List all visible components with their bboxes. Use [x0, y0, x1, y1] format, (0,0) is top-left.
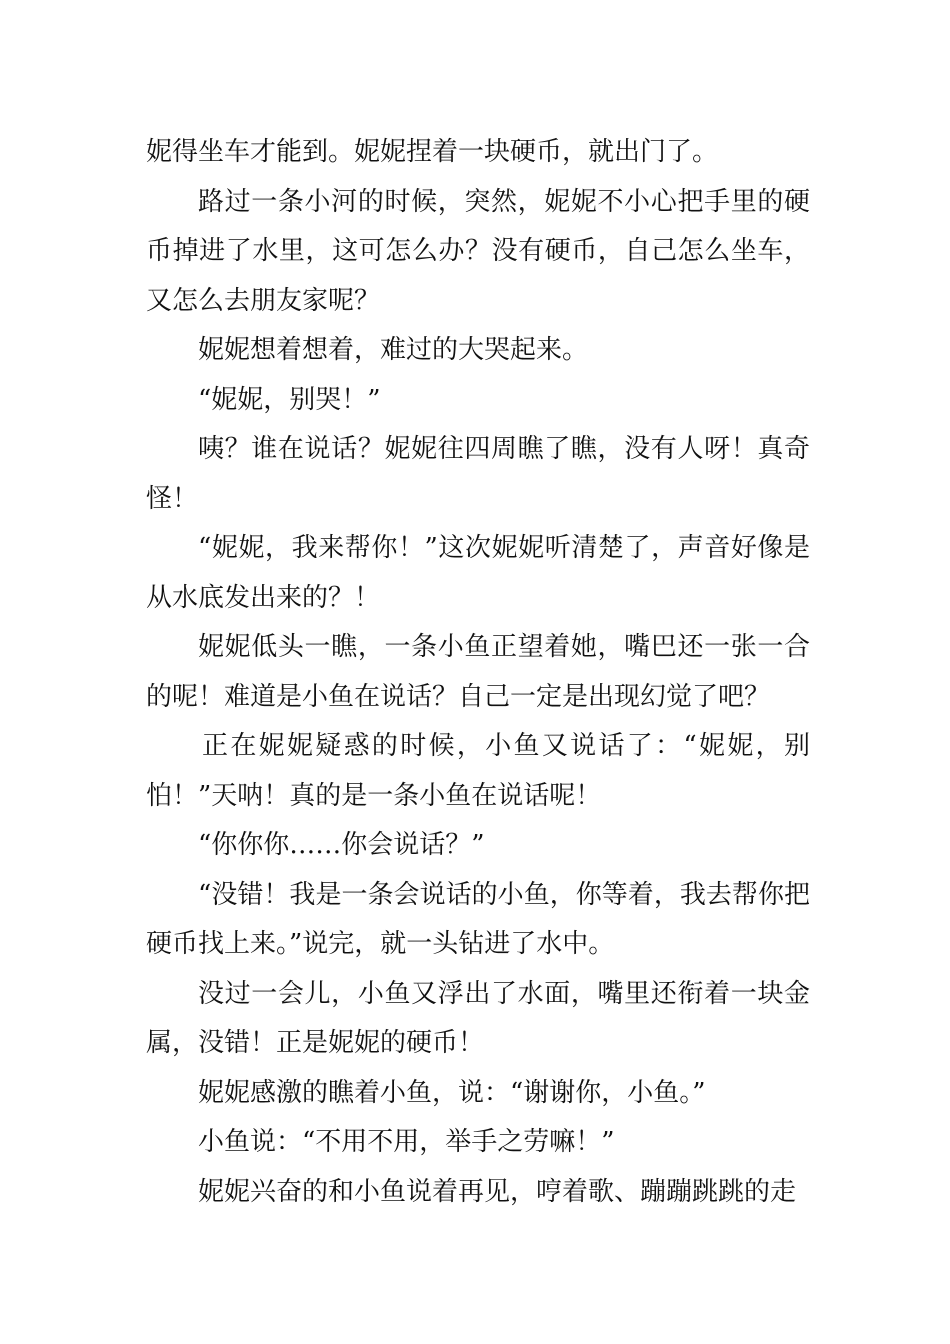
paragraph-no-problem: 小鱼说：“不用不用，举手之劳嘛！” — [198, 1127, 615, 1157]
paragraph-coin-found: 没过一会儿，小鱼又浮出了水面，嘴里还衔着一块金属，没错！正是妮妮的硬币！ — [146, 978, 810, 1058]
story-text — [146, 128, 810, 1217]
paragraph-fish-speaks: 正在妮妮疑惑的时候，小鱼又说话了：“妮妮，别怕！”天呐！真的是一条小鱼在说话呢！ — [146, 731, 810, 811]
paragraph-i-help: “妮妮，我来帮你！”这次妮妮听清楚了，声音好像是从水底发出来的？！ — [146, 533, 810, 613]
paragraph-coin-dropped: 路过一条小河的时候，突然，妮妮不小心把手里的硬币掉进了水里，这可怎么办？没有硬币，自己怎么坐车，又怎么去朋友家呢？ — [146, 186, 810, 316]
paragraph-goodbye: 妮妮兴奋的和小鱼说着再见，哼着歌、蹦蹦跳跳的走 — [198, 1176, 797, 1207]
paragraph-dont-cry: “妮妮，别哭！” — [198, 384, 381, 415]
paragraph-continued: 妮得坐车才能到。妮妮捏着一块硬币，就出门了。 — [146, 137, 719, 167]
paragraph-crying: 妮妮想着想着，难过的大哭起来。 — [198, 335, 589, 365]
paragraph-who-speaks: 咦？谁在说话？妮妮往四周瞧了瞧，没有人呀！真奇怪！ — [146, 434, 810, 514]
paragraph-sees-fish: 妮妮低头一瞧，一条小鱼正望着她，嘴巴还一张一合的呢！难道是小鱼在说话？自己一定是出现幻觉了吧？ — [146, 632, 810, 712]
paragraph-thanks: 妮妮感激的瞧着小鱼，说：“谢谢你，小鱼。” — [198, 1077, 706, 1108]
paragraph-you-talk: “你你你……你会说话？” — [198, 830, 485, 860]
paragraph-talking-fish: “没错！我是一条会说话的小鱼，你等着，我去帮你把硬币找上来。”说完，就一头钻进了水中。 — [146, 879, 810, 959]
